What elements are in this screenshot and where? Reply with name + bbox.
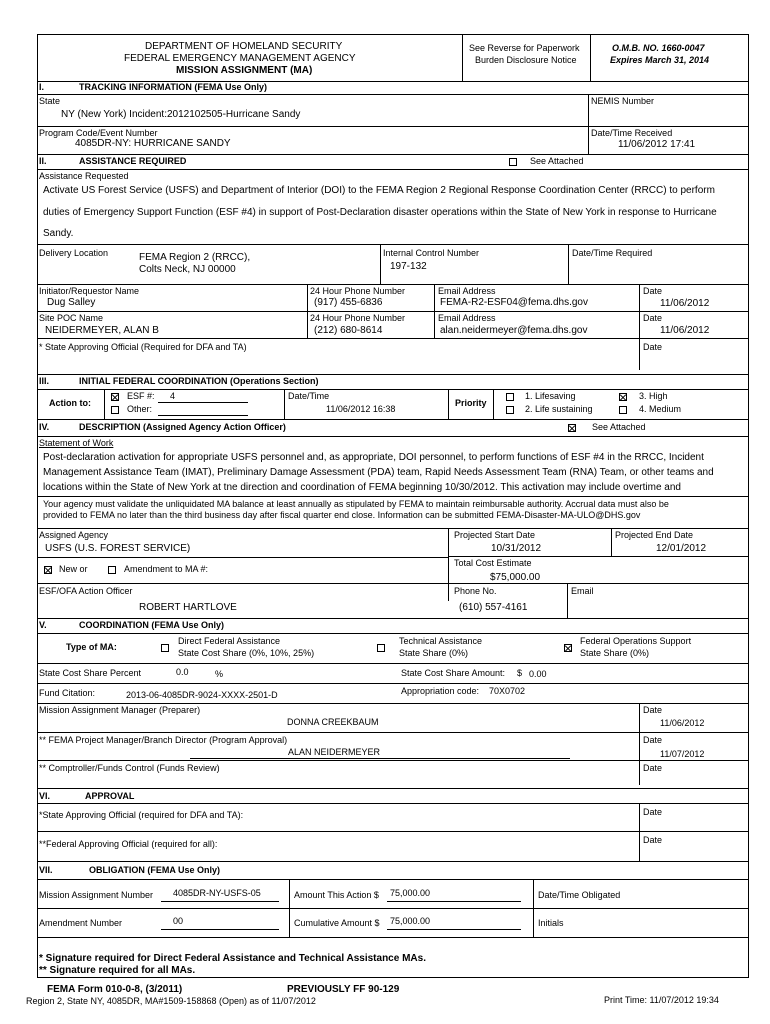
esf-value[interactable]: 4 <box>170 391 176 401</box>
amendment-checkbox[interactable] <box>108 566 116 574</box>
mam-label: Mission Assignment Manager (Preparer) <box>39 705 201 715</box>
pm-date-label: Date <box>643 735 663 745</box>
fund-value[interactable]: 2013-06-4085DR-9024-XXXX-2501-D <box>126 690 278 700</box>
ma-number-value[interactable]: 4085DR-NY-USFS-05 <box>173 888 261 898</box>
see-attached-label: See Attached <box>530 156 584 166</box>
state-official-date-label: Date <box>643 342 663 352</box>
poc-phone-label: 24 Hour Phone Number <box>310 313 406 323</box>
priority-3-label: 3. High <box>639 391 668 401</box>
state-official-label: * State Approving Official (Required for DFA and TA) <box>39 342 247 352</box>
region-line: Region 2, State NY, 4085DR, MA#1509-158868 (Open) as of 11/07/2012 <box>26 996 316 1006</box>
priority-1-label: 1. Lifesaving <box>525 391 576 401</box>
phone-no-label: Phone No. <box>454 586 497 596</box>
esf-checkbox[interactable] <box>111 393 119 401</box>
total-cost-value[interactable]: $75,000.00 <box>490 572 541 583</box>
print-time: Print Time: 11/07/2012 19:34 <box>604 995 719 1005</box>
nemis-label: NEMIS Number <box>591 96 655 106</box>
ta-checkbox[interactable] <box>377 644 385 652</box>
sow-label: Statement of Work <box>39 438 114 448</box>
datetime-label: Date/Time <box>288 391 330 401</box>
cost-share-amt-value[interactable]: 0.00 <box>529 669 547 679</box>
initiator-value[interactable]: Dug Salley <box>47 297 96 308</box>
proj-start-value[interactable]: 10/31/2012 <box>491 543 542 554</box>
email-label: Email Address <box>438 286 496 296</box>
state-value[interactable]: NY (New York) Incident:2012102505-Hurricane Sandy <box>61 109 301 120</box>
datetime-value[interactable]: 11/06/2012 16:38 <box>326 404 396 414</box>
proj-end-label: Projected End Date <box>615 530 694 540</box>
see-attached-checkbox[interactable] <box>509 158 517 166</box>
section-1-title: TRACKING INFORMATION (FEMA Use Only) <box>79 82 267 92</box>
agency-line-1: DEPARTMENT OF HOMELAND SECURITY <box>145 41 343 52</box>
obligated-label: Date/Time Obligated <box>538 890 621 900</box>
sow-line-3[interactable]: locations within the State of New York at tne direction and coordination of FEMA beginning 10/30/2012. This activation may include overtime and <box>43 482 681 493</box>
priority-2-checkbox[interactable] <box>506 406 514 414</box>
type-of-ma-label: Type of MA: <box>66 642 117 652</box>
fund-label: Fund Citation: <box>39 688 96 698</box>
cumulative-value[interactable]: 75,000.00 <box>390 916 431 926</box>
section-2-title: ASSISTANCE REQUIRED <box>79 156 187 166</box>
action-to-label: Action to: <box>49 398 91 408</box>
sow-line-2[interactable]: Management Assistance Team (IMAT), Preliminary Damage Assessment (PDA) team, Rapid Needs Assessment Team (RNA) Team, or other teams and <box>43 467 714 478</box>
section-4-number: IV. <box>39 422 50 432</box>
priority-2-label: 2. Life sustaining <box>525 404 593 414</box>
section-3-number: III. <box>39 376 50 386</box>
section-5-title: COORDINATION (FEMA Use Only) <box>79 620 225 630</box>
initiator-date[interactable]: 11/06/2012 <box>660 298 710 309</box>
officer-phone[interactable]: (610) 557-4161 <box>459 602 528 613</box>
comp-date-label: Date <box>643 763 663 773</box>
poc-label: Site POC Name <box>39 313 104 323</box>
poc-phone[interactable]: (212) 680-8614 <box>314 325 383 336</box>
officer-label: ESF/OFA Action Officer <box>39 586 133 596</box>
assigned-value[interactable]: USFS (U.S. FOREST SERVICE) <box>45 543 191 554</box>
received-value[interactable]: 11/06/2012 17:41 <box>618 139 696 150</box>
proj-start-label: Projected Start Date <box>454 530 536 540</box>
federal-approving-date-label: Date <box>643 835 663 845</box>
program-value[interactable]: 4085DR-NY: HURRICANE SANDY <box>75 138 231 149</box>
amendment-label: Amendment to MA #: <box>124 564 209 574</box>
program-label: Program Code/Event Number <box>39 128 158 138</box>
approp-label: Appropriation code: <box>401 686 480 696</box>
dfa-line-1: Direct Federal Assistance <box>178 636 281 646</box>
priority-1-checkbox[interactable] <box>506 393 514 401</box>
section-6-title: APPROVAL <box>85 791 135 801</box>
section-7-title: OBLIGATION (FEMA Use Only) <box>89 865 221 875</box>
see-attached-4-checkbox[interactable] <box>568 424 576 432</box>
total-cost-label: Total Cost Estimate <box>454 558 532 568</box>
cost-share-pct-value[interactable]: 0.0 <box>176 667 189 677</box>
section-7-number: VII. <box>39 865 53 875</box>
cost-share-pct-label: State Cost Share Percent <box>39 668 142 678</box>
officer-email-label: Email <box>571 586 594 596</box>
paperwork-note-2: Burden Disclosure Notice <box>475 55 577 65</box>
delivery-line-1[interactable]: FEMA Region 2 (RRCC), <box>139 252 251 263</box>
section-6-number: VI. <box>39 791 51 801</box>
amendment-number-value[interactable]: 00 <box>173 916 184 926</box>
new-or-label: New or <box>59 564 88 574</box>
see-attached-4-label: See Attached <box>592 422 646 432</box>
approp-value[interactable]: 70X0702 <box>489 686 526 696</box>
assistance-line-1[interactable]: Activate US Forest Service (USFS) and Department of Interior (DOI) to the FEMA Region 2 Regional Response Coordination Center (RRCC) to perform <box>43 185 715 196</box>
priority-label: Priority <box>455 398 487 408</box>
amount-value[interactable]: 75,000.00 <box>390 888 431 898</box>
other-label: Other: <box>127 404 153 414</box>
paperwork-note: See Reverse for Paperwork <box>469 43 580 53</box>
omb-number: O.M.B. NO. 1660-0047 <box>612 43 705 53</box>
state-approving-date-label: Date <box>643 807 663 817</box>
poc-value[interactable]: NEIDERMEYER, ALAN B <box>45 325 159 336</box>
ta-line-2: State Share (0%) <box>399 648 469 658</box>
mam-date-label: Date <box>643 705 663 715</box>
amendment-number-label: Amendment Number <box>39 918 123 928</box>
assistance-line-3[interactable]: Sandy. <box>43 228 74 239</box>
agency-line-2: FEDERAL EMERGENCY MANAGEMENT AGENCY <box>124 53 356 64</box>
state-approving-label: *State Approving Official (required for DFA and TA): <box>39 810 244 820</box>
ta-line-1: Technical Assistance <box>399 636 483 646</box>
assistance-line-2[interactable]: duties of Emergency Support Function (ESF #4) in support of Post-Declaration disaster operations within the State of New York in response to Hurricane <box>43 207 717 218</box>
federal-approving-label: **Federal Approving Official (required for all): <box>39 839 218 849</box>
validate-line-2: provided to FEMA no later than the third business day after fiscal quarter end close. Information can be submitted FEMA-Disaster-MA-ULO@DHS.gov <box>43 510 641 520</box>
initials-label: Initials <box>538 918 564 928</box>
initiator-date-label: Date <box>643 286 663 296</box>
pm-date[interactable]: 11/07/2012 <box>660 749 705 759</box>
dfa-checkbox[interactable] <box>161 644 169 652</box>
section-3-title: INITIAL FEDERAL COORDINATION (Operations Section) <box>79 376 319 386</box>
ma-number-label: Mission Assignment Number <box>39 890 154 900</box>
other-checkbox[interactable] <box>111 406 119 414</box>
assigned-label: Assigned Agency <box>39 530 109 540</box>
received-label: Date/Time Received <box>591 128 673 138</box>
priority-4-label: 4. Medium <box>639 404 682 414</box>
initiator-label: Initiator/Requestor Name <box>39 286 140 296</box>
initiator-email[interactable]: FEMA-R2-ESF04@fema.dhs.gov <box>440 297 588 308</box>
pm-label: ** FEMA Project Manager/Branch Director (Program Approval) <box>39 735 288 745</box>
footnote-2: ** Signature required for all MAs. <box>39 965 196 976</box>
section-5-number: V. <box>39 620 47 630</box>
footnote-1: * Signature required for Direct Federal Assistance and Technical Assistance MAs. <box>39 953 426 964</box>
priority-3-checkbox[interactable] <box>619 393 627 401</box>
omb-expires: Expires March 31, 2014 <box>610 55 710 65</box>
previously-label: PREVIOUSLY FF 90-129 <box>287 984 400 995</box>
delivery-label: Delivery Location <box>39 248 109 258</box>
proj-end-value[interactable]: 12/01/2012 <box>656 543 707 554</box>
poc-email[interactable]: alan.neidermeyer@fema.dhs.gov <box>440 325 588 336</box>
form-id: FEMA Form 010-0-8, (3/2011) <box>47 984 183 995</box>
validate-line-1: Your agency must validate the unliquidated MA balance at least annually as stipulated by FEMA to maintain reimbursable authority. Accrual data must also be <box>43 499 669 509</box>
poc-email-label: Email Address <box>438 313 496 323</box>
form-title: MISSION ASSIGNMENT (MA) <box>176 65 313 76</box>
cost-share-amt-currency: $ <box>517 668 523 678</box>
phone-label: 24 Hour Phone Number <box>310 286 406 296</box>
section-4-title: DESCRIPTION (Assigned Agency Action Officer) <box>79 422 286 432</box>
amount-label: Amount This Action $ <box>294 890 379 900</box>
new-checkbox[interactable] <box>44 566 52 574</box>
section-2-number: II. <box>39 156 47 166</box>
sow-line-1[interactable]: Post-declaration activation for appropriate USFS personnel and, as appropriate, DOI personnel, to perform functions of ESF #4 in the RRCC, Incident <box>43 452 704 463</box>
priority-4-checkbox[interactable] <box>619 406 627 414</box>
initiator-phone[interactable]: (917) 455-6836 <box>314 297 383 308</box>
officer-value[interactable]: ROBERT HARTLOVE <box>139 602 237 613</box>
comp-label: ** Comptroller/Funds Control (Funds Review) <box>39 763 220 773</box>
cumulative-label: Cumulative Amount $ <box>294 918 380 928</box>
delivery-line-2[interactable]: Colts Neck, NJ 00000 <box>139 264 236 275</box>
fos-line-1: Federal Operations Support <box>580 636 692 646</box>
poc-date-label: Date <box>643 313 663 323</box>
esf-label: ESF #: <box>127 391 155 401</box>
icn-value[interactable]: 197-132 <box>390 261 427 272</box>
pct-sign: % <box>215 669 224 679</box>
mam-value[interactable]: DONNA CREEKBAUM <box>287 717 379 727</box>
icn-label: Internal Control Number <box>383 248 480 258</box>
pm-value[interactable]: ALAN NEIDERMEYER <box>288 747 381 757</box>
date-required-label: Date/Time Required <box>572 248 653 258</box>
dfa-line-2: State Cost Share (0%, 10%, 25%) <box>178 648 315 658</box>
fos-line-2: State Share (0%) <box>580 648 650 658</box>
poc-date[interactable]: 11/06/2012 <box>660 325 710 336</box>
assistance-label: Assistance Requested <box>39 171 129 181</box>
fos-checkbox[interactable] <box>564 644 572 652</box>
cost-share-amt-label: State Cost Share Amount: <box>401 668 506 678</box>
mam-date[interactable]: 11/06/2012 <box>660 718 705 728</box>
state-label: State <box>39 96 61 106</box>
section-1-number: I. <box>39 82 45 92</box>
